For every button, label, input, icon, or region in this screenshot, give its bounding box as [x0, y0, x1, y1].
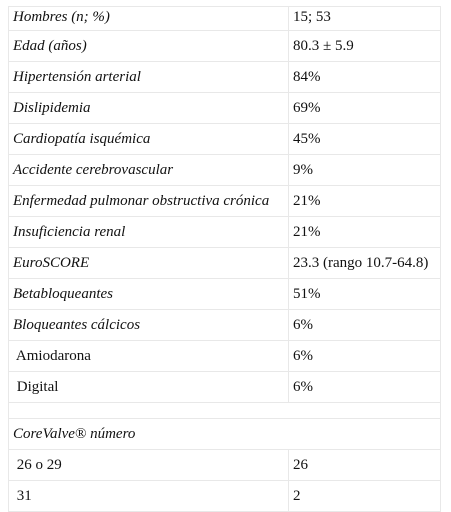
row-label: Enfermedad pulmonar obstructiva crónica [9, 186, 289, 217]
table-row [9, 372, 441, 403]
table-row [9, 124, 441, 155]
row-value: 84% [289, 62, 441, 93]
row-label: Digital [9, 372, 289, 403]
row-label: EuroSCORE [9, 248, 289, 279]
patient-characteristics-table [8, 6, 441, 512]
table-row [9, 450, 441, 481]
row-value: 6% [289, 310, 441, 341]
row-label: Insuficiencia renal [9, 217, 289, 248]
row-value: 6% [289, 372, 441, 403]
row-value: 45% [289, 124, 441, 155]
row-label: 26 o 29 [9, 450, 289, 481]
row-value: 51% [289, 279, 441, 310]
row-label: 31 [9, 481, 289, 512]
table-row [9, 279, 441, 310]
table-row [9, 155, 441, 186]
row-value: 9% [289, 155, 441, 186]
spacer-row [9, 403, 441, 419]
table-row [9, 341, 441, 372]
row-label: Hombres (n; %) [9, 7, 289, 31]
row-label: Cardiopatía isquémica [9, 124, 289, 155]
row-value: 69% [289, 93, 441, 124]
row-value: 15; 53 [289, 7, 441, 31]
row-label: Dislipidemia [9, 93, 289, 124]
row-label: Accidente cerebrovascular [9, 155, 289, 186]
table-row [9, 93, 441, 124]
row-label: Bloqueantes cálcicos [9, 310, 289, 341]
row-value: 21% [289, 186, 441, 217]
row-value: 23.3 (rango 10.7-64.8) [289, 248, 441, 279]
section-header: CoreValve® número [9, 419, 441, 450]
row-value: 26 [289, 450, 441, 481]
table-row [9, 248, 441, 279]
table-row [9, 7, 441, 31]
row-value: 21% [289, 217, 441, 248]
section-header-row [9, 419, 441, 450]
table-row [9, 481, 441, 512]
table-row [9, 310, 441, 341]
row-label: Hipertensión arterial [9, 62, 289, 93]
row-value: 6% [289, 341, 441, 372]
table-row [9, 186, 441, 217]
row-value: 2 [289, 481, 441, 512]
table-row [9, 62, 441, 93]
row-label: Edad (años) [9, 31, 289, 62]
spacer-cell [9, 403, 441, 419]
row-value: 80.3 ± 5.9 [289, 31, 441, 62]
table-row [9, 31, 441, 62]
table-row [9, 217, 441, 248]
row-label: Betabloqueantes [9, 279, 289, 310]
row-label: Amiodarona [9, 341, 289, 372]
